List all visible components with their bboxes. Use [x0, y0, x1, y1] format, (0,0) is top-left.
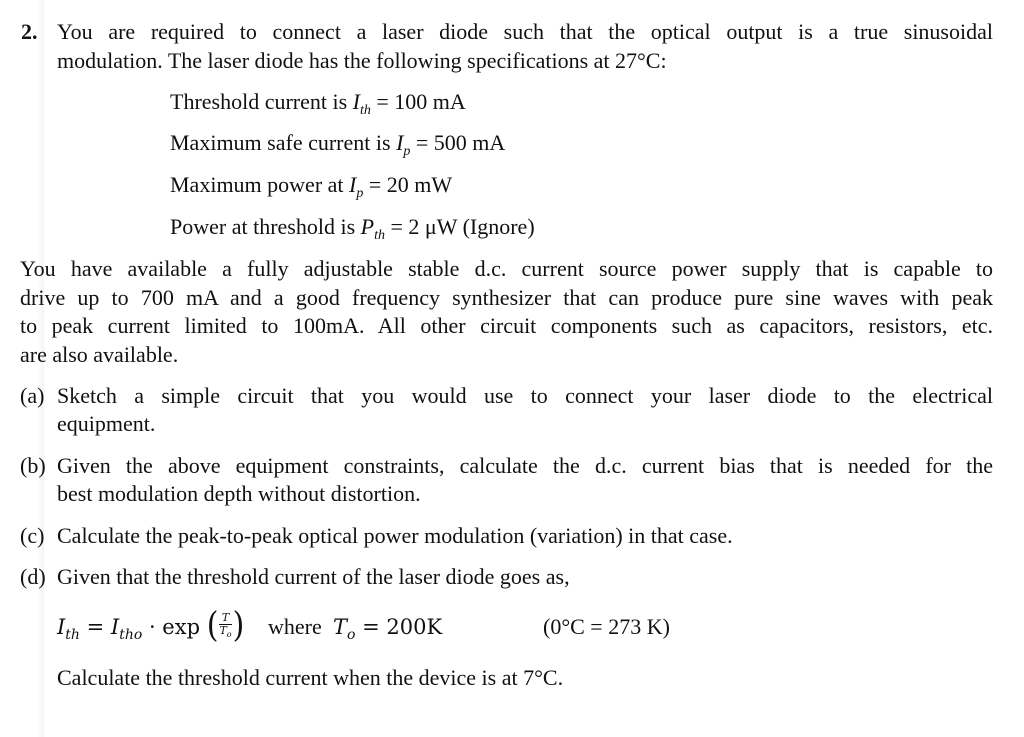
eq-fraction	[219, 612, 231, 641]
spec-max-power	[170, 172, 453, 201]
eq-frac-denominator-sub: o	[226, 630, 232, 640]
spec-threshold-value: = 100 mA	[370, 89, 466, 114]
eq-t0-var: T	[333, 615, 348, 639]
spec-power-threshold-value: = 2 μW (Ignore)	[385, 214, 535, 239]
question-number: 2.	[21, 19, 38, 44]
part-a-line-1: Sketch a simple circuit that you would use to connect your laser diode to the electrical	[57, 383, 993, 408]
spec-max-power-label: Maximum power at	[170, 172, 350, 197]
part-b-line-1: Given the above equipment constraints, calculate the d.c. current bias that is needed for the	[57, 453, 993, 478]
spec-power-threshold-label: Power at threshold is	[170, 214, 361, 239]
part-a-line-2: equipment.	[57, 411, 156, 436]
available-line-3: to peak current limited to 100mA. All other circuit components such as capacitors, resistors, etc.	[20, 313, 993, 338]
eq-where: where	[268, 614, 322, 639]
eq-lhs-var: I	[57, 615, 66, 640]
eq-t0-definition	[333, 614, 443, 643]
eq-frac-denominator: T	[219, 624, 227, 637]
spec-max-power-var: I	[349, 172, 357, 197]
eq-rhs-var: I	[110, 615, 120, 640]
available-line-4: are also available.	[20, 342, 179, 367]
eq-lhs-sub: th	[65, 627, 80, 644]
spec-power-threshold-var: P	[360, 214, 375, 239]
page-margin-shade	[0, 0, 44, 737]
available-line-2: drive up to 700 mA and a good frequency synthesizer that can produce pure sine waves with peak	[20, 285, 993, 310]
eq-equals: =	[79, 615, 111, 640]
spec-max-safe-current	[170, 130, 506, 159]
spec-max-safe-sub: p	[403, 144, 411, 159]
eq-note: (0°C = 273 K)	[543, 614, 670, 639]
eq-close-paren: )	[232, 604, 245, 646]
threshold-equation	[57, 604, 245, 646]
spec-threshold-label: Threshold current is	[170, 89, 353, 114]
spec-threshold-sub: th	[360, 103, 371, 118]
eq-t0-sub: o	[347, 627, 356, 643]
intro-line-2: modulation. The laser diode has the following specifications at 27°C:	[57, 48, 667, 73]
spec-max-safe-var: I	[396, 130, 404, 155]
spec-max-power-value: = 20 mW	[363, 172, 453, 197]
spec-power-threshold-sub: th	[374, 228, 385, 243]
eq-rhs-sub: tho	[119, 627, 143, 644]
eq-frac-numerator: T	[219, 612, 231, 625]
spec-threshold-var: I	[352, 89, 360, 114]
spec-max-safe-label: Maximum safe current is	[170, 130, 397, 155]
eq-open-paren: (	[206, 604, 219, 646]
part-b-label: (b)	[20, 453, 46, 478]
available-line-1: You have available a fully adjustable stable d.c. current source power supply that is capable to	[20, 256, 993, 281]
part-c-line-1: Calculate the peak-to-peak optical power modulation (variation) in that case.	[57, 523, 733, 548]
eq-exp: · exp	[142, 615, 201, 640]
eq-t0-value: = 200K	[355, 615, 443, 639]
spec-max-power-sub: p	[356, 186, 364, 201]
part-d-line-1: Given that the threshold current of the laser diode goes as,	[57, 564, 570, 589]
part-c-label: (c)	[20, 523, 45, 548]
part-d-label: (d)	[20, 564, 46, 589]
part-d-line-3: Calculate the threshold current when the device is at 7°C.	[57, 665, 564, 690]
spec-threshold-current	[170, 89, 466, 118]
part-a-label: (a)	[20, 383, 45, 408]
spec-power-at-threshold	[170, 214, 535, 243]
part-b-line-2: best modulation depth without distortion.	[57, 481, 421, 506]
intro-line-1: You are required to connect a laser diode such that the optical output is a true sinusoidal	[57, 19, 993, 44]
spec-max-safe-value: = 500 mA	[410, 130, 506, 155]
